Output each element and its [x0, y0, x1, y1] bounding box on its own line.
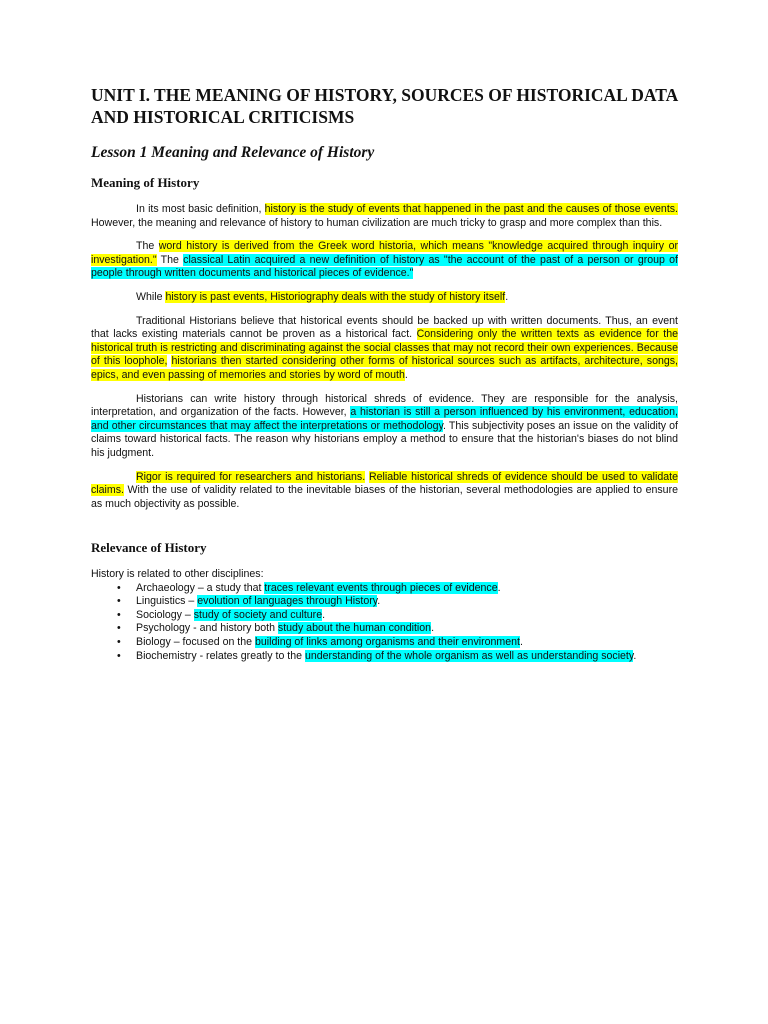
list-item-text [136, 582, 501, 594]
text-run: . [497, 581, 501, 594]
highlighted-text: study of society and culture [193, 608, 323, 621]
paragraph [91, 315, 678, 383]
text-run: . [431, 622, 435, 635]
paragraph [91, 291, 678, 305]
list-item-text [136, 595, 380, 607]
text-run: With the use of validity related to the inevitable biases of the historian, several methodologies are applied to ensure as much objectivity as possible. [91, 484, 678, 510]
text-run: . [377, 595, 381, 608]
paragraph [91, 203, 678, 230]
text-run: . [322, 608, 326, 621]
list-item [91, 609, 678, 623]
list-item-text [136, 650, 636, 662]
text-run: Traditional Historians believe that historical events should be backed up with written documents. Thus, an event that lacks existing materials cannot be proven as a historical fact. [91, 314, 678, 341]
highlighted-text: building of links among organisms and their environment [254, 635, 520, 648]
bullet-icon: • [117, 595, 121, 608]
highlighted-text: study about the human condition [277, 622, 432, 635]
text-run: While [136, 290, 166, 303]
unit-title: UNIT I. THE MEANING OF HISTORY, SOURCES OF HISTORICAL DATA AND HISTORICAL CRITICISMS [91, 85, 678, 127]
relevance-section [91, 568, 678, 663]
list-item [91, 595, 678, 609]
text-run: . [404, 368, 408, 381]
text-run: Biology – focused on the [136, 635, 255, 648]
highlighted-text: Reliable historical shreds of evidence should be used to validate claims. [91, 470, 678, 497]
lesson-title: Lesson 1 Meaning and Relevance of History [91, 144, 375, 161]
text-run: Archaeology – a study that [136, 581, 265, 594]
highlighted-text: classical Latin acquired a new definition of history as "the account of the past of a person or group of people through written documents and historical pieces of evidence." [91, 253, 678, 280]
text-run: . This subjectivity poses an issue on the validity of claims toward historical facts. The reason why historians employ a method to ensure that the historian's biases do not blind his judgment. [91, 419, 678, 459]
highlighted-text: a historian is still a person influenced by his environment, education, and other circumstances that may affect the interpretations or methodology [91, 406, 678, 432]
bullet-icon: • [117, 649, 121, 662]
list-item-text [136, 609, 325, 621]
text-run: However, the meaning and relevance of history to human civilization are much tricky to grasp and more complex than this. [91, 216, 663, 229]
paragraph [91, 471, 678, 512]
highlighted-text: word history is derived from the Greek word historia, which means "knowledge acquired through inquiry or investigation." [91, 240, 678, 266]
text-run: Linguistics – [136, 595, 198, 608]
discipline-list [91, 582, 678, 664]
list-item-text [136, 622, 434, 634]
relevance-intro: History is related to other disciplines: [91, 568, 264, 580]
highlighted-text: understanding of the whole organism as well as understanding society [304, 649, 634, 662]
list-item [91, 636, 678, 650]
list-item [91, 622, 678, 636]
highlighted-text: Rigor is required for researchers and historians. [136, 470, 366, 483]
text-run: . [505, 290, 509, 303]
text-run: Historians can write history through historical shreds of evidence. They are responsible for the analysis, interpretation, and organization of the facts. However, [91, 392, 678, 419]
highlighted-text: history is past events, Historiography deals with the study of history itself [165, 290, 506, 303]
highlighted-text: historians then started considering other forms of historical sources such as artifacts, architecture, songs, epics, and even passing of memories and stories by word of mouth [91, 355, 678, 381]
text-run: The [156, 253, 184, 266]
text-run: Sociology – [136, 608, 194, 621]
bullet-icon: • [117, 608, 121, 621]
text-run: . [519, 635, 523, 648]
paragraph [91, 393, 678, 461]
bullet-icon: • [117, 622, 121, 635]
meaning-heading: Meaning of History [91, 175, 200, 190]
text-run: Biochemistry - relates greatly to the [136, 649, 305, 662]
list-item [91, 650, 678, 664]
bullet-icon: • [117, 581, 121, 594]
relevance-heading: Relevance of History [91, 540, 207, 555]
text-run: In its most basic definition, [136, 203, 265, 215]
text-run: Psychology - and history both [136, 622, 278, 635]
bullet-icon: • [117, 635, 121, 648]
list-item [91, 582, 678, 596]
text-run: The [136, 240, 159, 253]
highlighted-text: traces relevant events through pieces of evidence [264, 581, 498, 594]
paragraph [91, 240, 678, 281]
text-run: . [633, 649, 637, 662]
highlighted-text: history is the study of events that happened in the past and the causes of those events. [264, 203, 678, 215]
list-item-text [136, 636, 523, 648]
meaning-section [91, 203, 678, 521]
highlighted-text: Considering only the written texts as evidence for the historical truth is restricting and discriminating against the social classes that may not record their own experiences. Because of this loophole, [91, 328, 678, 368]
highlighted-text: evolution of languages through History [197, 595, 378, 608]
